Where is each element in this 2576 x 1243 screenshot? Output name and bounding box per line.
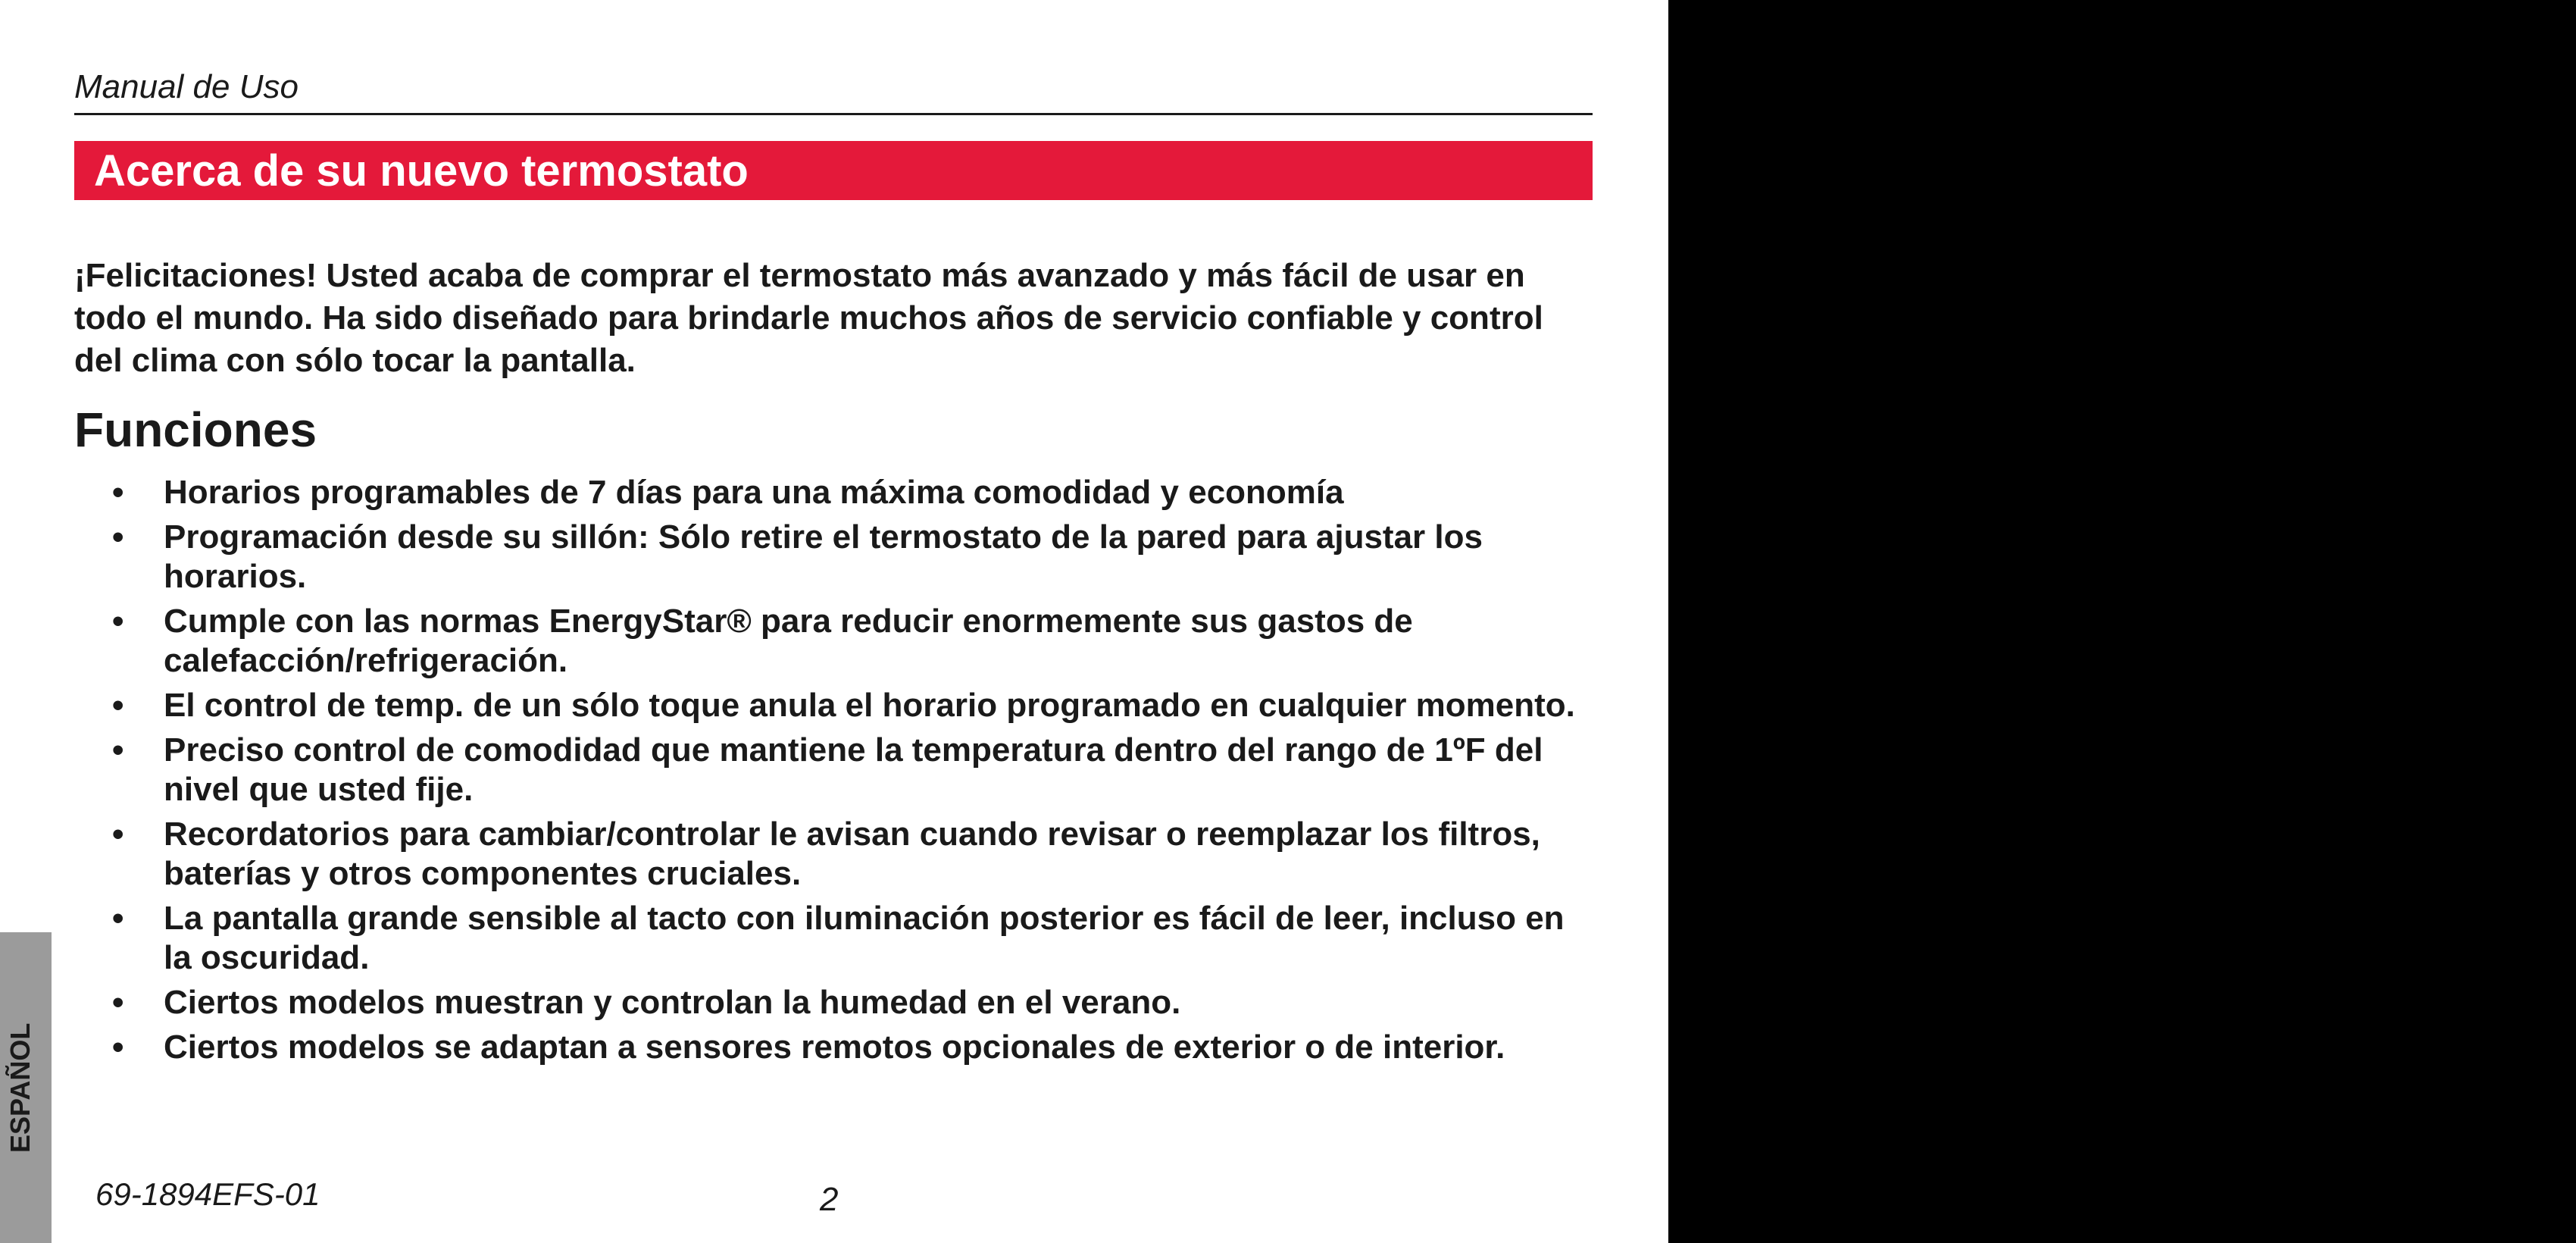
list-item <box>112 686 1597 725</box>
list-item <box>112 731 1597 809</box>
feature-text: Ciertos modelos se adaptan a sensores remotos opcionales de exterior o de interior. <box>164 1029 1505 1066</box>
feature-text: Cumple con las normas EnergyStar® para reducir enormemente sus gastos de calefacción/refrigeración. <box>164 603 1413 679</box>
list-item <box>112 815 1597 894</box>
list-item <box>112 983 1597 1022</box>
feature-text: Programación desde su sillón: Sólo retire el termostato de la pared para ajustar los horarios. <box>164 518 1483 595</box>
language-label: ESPAÑOL <box>5 1022 36 1153</box>
list-item <box>112 1028 1597 1067</box>
list-item <box>112 473 1597 512</box>
features-heading: Funciones <box>74 402 317 457</box>
bullet-icon: • <box>112 603 124 640</box>
black-margin-panel <box>1668 0 2576 1243</box>
feature-text: Ciertos modelos muestran y controlan la humedad en el verano. <box>164 984 1181 1021</box>
bullet-icon: • <box>112 731 124 769</box>
bullet-icon: • <box>112 816 124 853</box>
list-item <box>112 899 1597 978</box>
header-divider <box>74 113 1593 115</box>
list-item <box>112 602 1597 681</box>
section-title: Acerca de su nuevo termostato <box>94 146 749 196</box>
bullet-icon: • <box>112 518 124 556</box>
feature-text: Horarios programables de 7 días para una máxima comodidad y economía <box>164 474 1344 511</box>
feature-list <box>112 473 1597 1072</box>
bullet-icon: • <box>112 1029 124 1066</box>
header-label: Manual de Uso <box>74 68 299 105</box>
intro-paragraph: ¡Felicitaciones! Usted acaba de comprar el termostato más avanzado y más fácil de usar en todo el mundo. Ha sido diseñado para brindarle muchos años de servicio confiable y control del clima con sólo tocar la pantalla. <box>74 257 1543 379</box>
feature-text: Recordatorios para cambiar/controlar le avisan cuando revisar o reemplazar los filtros, baterías y otros componentes cruciales. <box>164 816 1540 892</box>
page-number: 2 <box>820 1181 839 1218</box>
feature-text: Preciso control de comodidad que mantiene la temperatura dentro del rango de 1ºF del nivel que usted fije. <box>164 731 1543 808</box>
language-side-tab <box>0 932 52 1243</box>
bullet-icon: • <box>112 900 124 937</box>
bullet-icon: • <box>112 687 124 724</box>
feature-text: La pantalla grande sensible al tacto con iluminación posterior es fácil de leer, incluso en la oscuridad. <box>164 900 1565 976</box>
list-item <box>112 518 1597 596</box>
document-number: 69-1894EFS-01 <box>95 1176 320 1212</box>
feature-text: El control de temp. de un sólo toque anula el horario programado en cualquier momento. <box>164 687 1575 724</box>
bullet-icon: • <box>112 984 124 1021</box>
bullet-icon: • <box>112 474 124 511</box>
section-title-bar <box>74 141 1593 200</box>
